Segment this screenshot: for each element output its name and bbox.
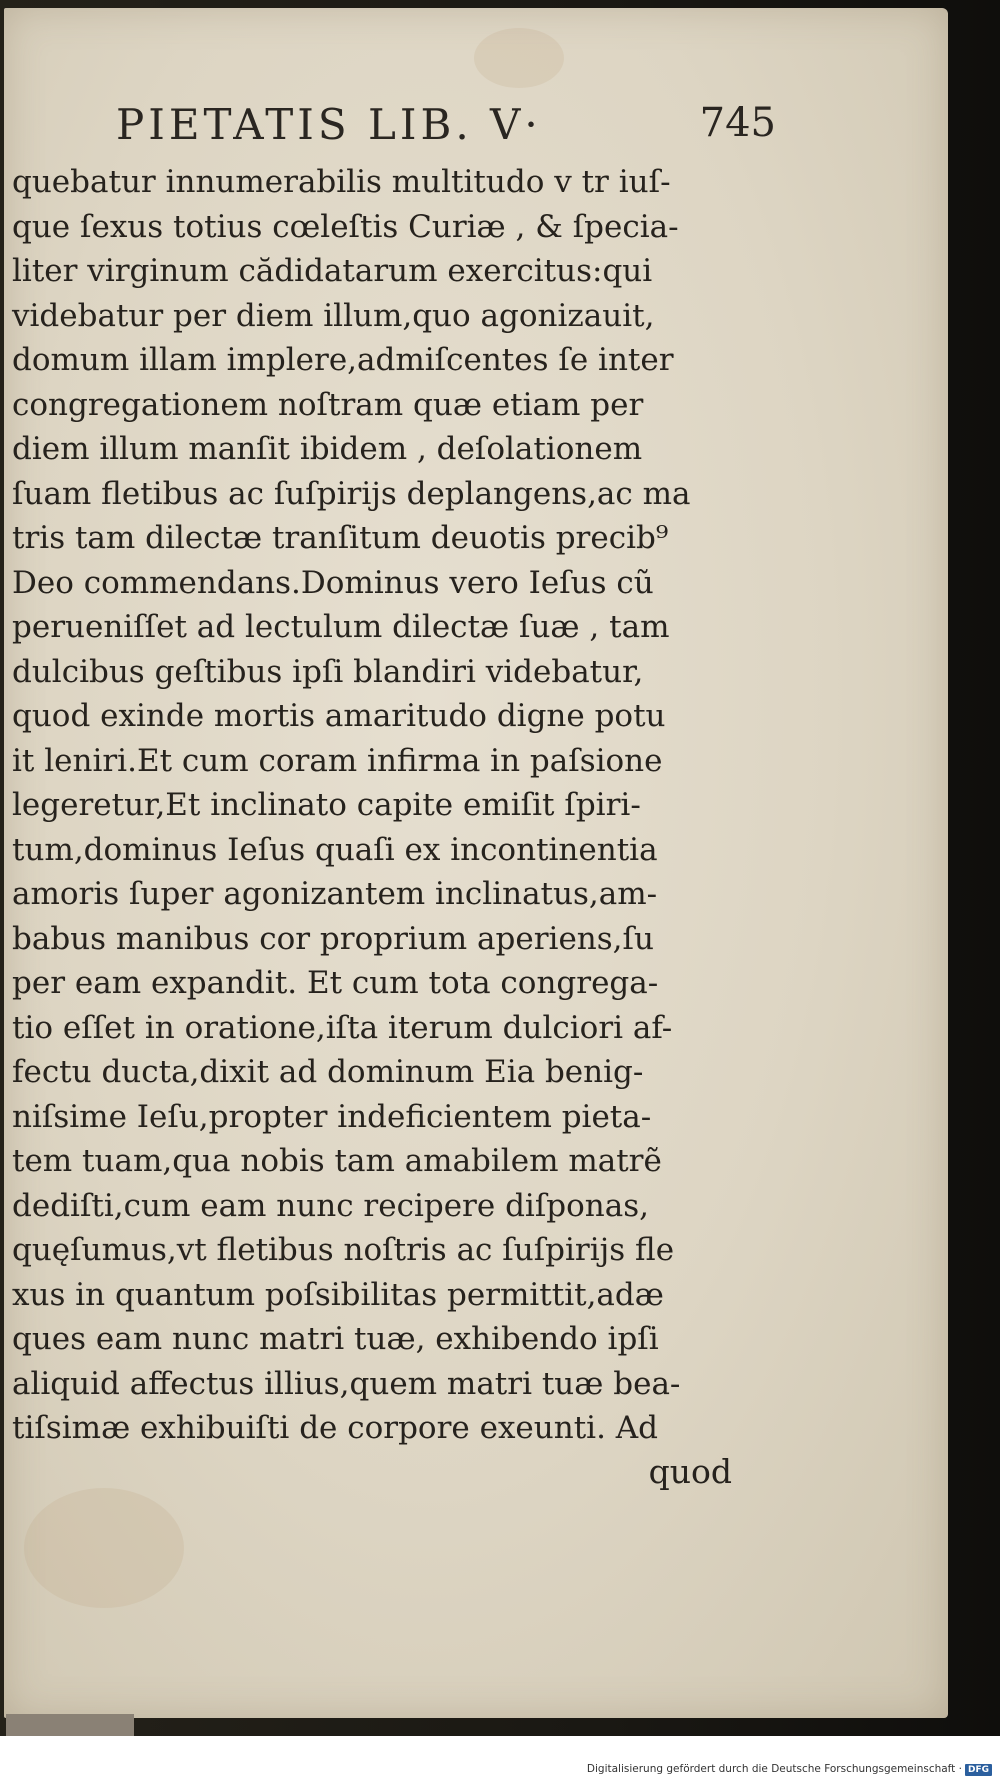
text-line: tio eſſet in oratione,iſta iterum dulciori af- <box>12 1009 673 1046</box>
text-line: perueniſſet ad lectulum dilectæ ſuæ , tam <box>12 609 670 645</box>
text-line: tum,dominus Ieſus quaſi ex incontinentia <box>12 831 658 868</box>
dfg-logo-icon: DFG <box>965 1764 992 1776</box>
running-title: PIETATIS LIB. V· <box>116 100 542 149</box>
book-page <box>4 8 948 1718</box>
page-number: 745 <box>699 100 776 146</box>
body-text <box>12 160 732 1491</box>
text-line: domum illam implere,admiſcentes ſe inter <box>12 342 674 378</box>
text-line: legeretur,Et inclinato capite emiſit ſpiri- <box>12 787 641 823</box>
text-line: quęſumus,vt fletibus noſtris ac ſuſpirijs fle <box>12 1232 675 1268</box>
text-line: videbatur per diem illum,quo agonizauit, <box>12 297 655 334</box>
text-line: liter virginum cădidatarum exercitus:qui <box>12 253 653 289</box>
text-line: quod exinde mortis amaritudo digne potu <box>12 698 666 734</box>
digitization-credit <box>587 1763 992 1776</box>
text-line: quebatur innumerabilis multitudo v tr iuſ- <box>12 164 671 200</box>
binding-strip <box>6 1714 134 1736</box>
text-line: per eam expandit. Et cum tota congrega- <box>12 965 659 1001</box>
text-line: congregationem noſtram quæ etiam per <box>12 386 644 423</box>
text-line: fectu ducta,dixit ad dominum Eia benig- <box>12 1054 644 1090</box>
text-line: ſuam fletibus ac ſuſpirijs deplangens,ac ma <box>12 475 691 512</box>
text-line: dediſti,cum eam nunc recipere diſponas, <box>12 1187 650 1224</box>
text-line: babus manibus cor proprium aperiens,ſu <box>12 920 654 957</box>
catchword: quod <box>648 1452 732 1491</box>
page-header <box>116 100 776 160</box>
text-line: xus in quantum poſsibilitas permittit,adæ <box>12 1276 664 1313</box>
text-line: que ſexus totius cœleſtis Curiæ , & ſpecia- <box>12 208 679 245</box>
text-line: tem tuam,qua nobis tam amabilem matrẽ <box>12 1143 662 1179</box>
text-line: Deo commendans.Dominus vero Ieſus cũ <box>12 564 654 601</box>
text-line: it leniri.Et cum coram infirma in paſsione <box>12 742 663 779</box>
text-line: amoris ſuper agonizantem inclinatus,am- <box>12 876 658 912</box>
text-line: ques eam nunc matri tuæ, exhibendo ipſi <box>12 1321 659 1357</box>
text-line: niſsime Ieſu,propter indeficientem pieta- <box>12 1098 652 1135</box>
text-line: dulcibus geſtibus ipſi blandiri videbatur, <box>12 653 644 690</box>
credit-text: Digitalisierung gefördert durch die Deutsche Forschungsgemeinschaft · <box>586 1763 962 1775</box>
paper-stain <box>474 28 564 88</box>
text-line: tiſsimæ exhibuiſti de corpore exeunti. Ad <box>12 1410 659 1446</box>
text-line: tris tam dilectæ tranſitum deuotis precib⁹ <box>12 520 669 556</box>
text-line: aliquid affectus illius,quem matri tuæ bea- <box>12 1365 681 1402</box>
text-line: diem illum manſit ibidem , deſolationem <box>12 431 643 467</box>
paper-stain <box>24 1488 184 1608</box>
